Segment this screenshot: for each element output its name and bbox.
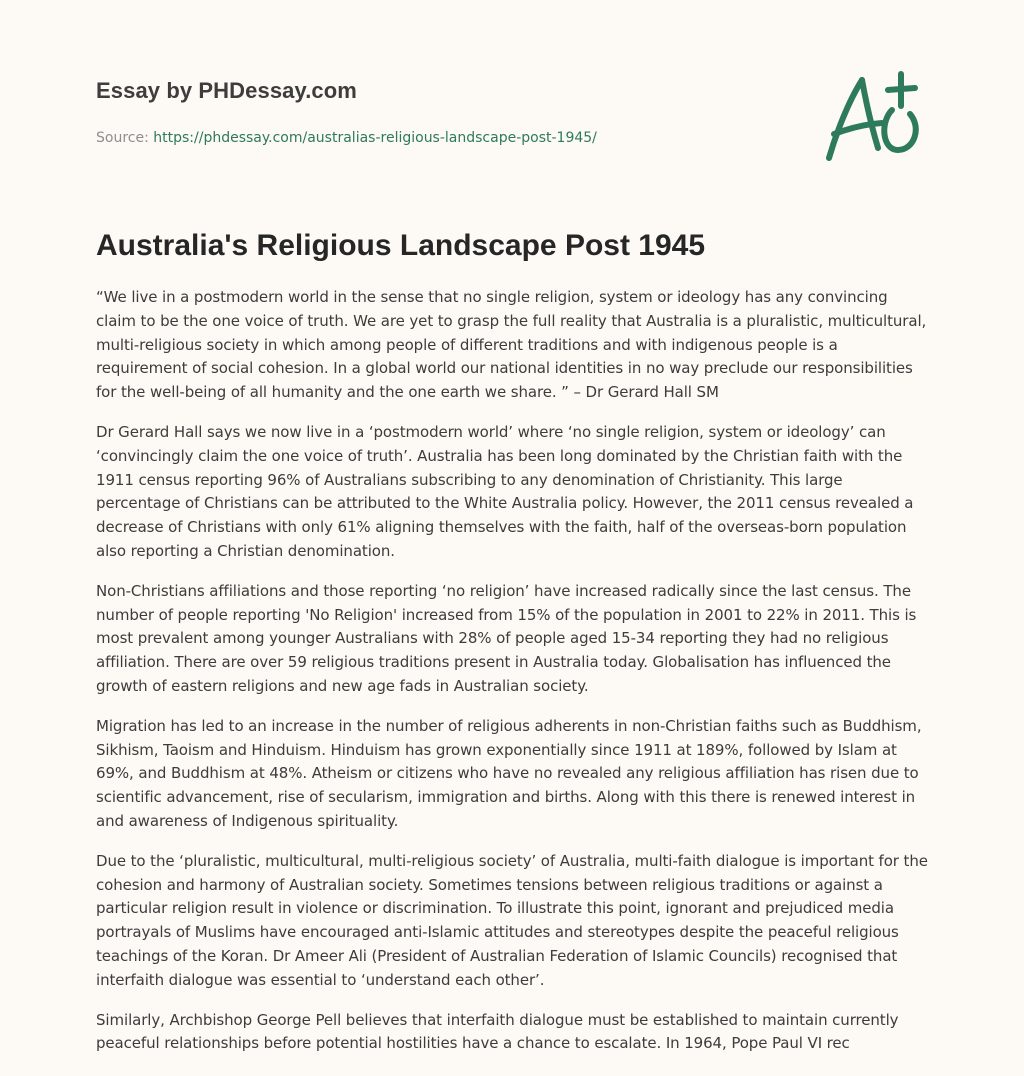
paragraph: Due to the ‘pluralistic, multicultural, multi-religious society’ of Australia, multi-faith dialogue is important for the cohesion and harmony of Australian society. Sometimes tensions between religious traditions or against a particular religion result in violence or discrimination. To illustrate this point, ignorant and prejudiced media portrayals of Muslims have encouraged anti-Islamic attitudes and stereotypes despite the peaceful religious teachings of the Koran. Dr Ameer Ali (President of Australian Federation of Islamic Councils) recognised that interfaith dialogue was essential to ‘understand each other’. [96, 851, 928, 989]
essay-title: Australia's Religious Landscape Post 1945 [96, 229, 706, 262]
logo-svg [818, 68, 928, 168]
essay-header [96, 76, 796, 147]
brand-name: Essay by PHDessay.com [96, 78, 357, 103]
source-label: Source: [96, 130, 149, 146]
source-link[interactable]: https://phdessay.com/australias-religious-landscape-post-1945/ [153, 130, 597, 146]
paragraph: Similarly, Archbishop George Pell believes that interfaith dialogue must be established to maintain currently peaceful relationships before potential hostilities have a chance to escalate. In 1964, Pope Paul VI rec [96, 1010, 899, 1053]
a-plus-logo-icon [818, 68, 928, 168]
paragraph: “We live in a postmodern world in the sense that no single religion, system or ideology has any convincing claim to be the one voice of truth. We are yet to grasp the full reality that Australia is a pluralistic, multicultural, multi-religious society in which among people of different traditions and with indigenous people is a requirement of social cohesion. In a global world our national identities in no way preclude our responsibilities for the well-being of all humanity and the one earth we share. ” – Dr Gerard Hall SM [96, 288, 927, 402]
essay-body [96, 286, 928, 1072]
paragraph: Non-Christians affiliations and those reporting ‘no religion’ have increased radically since the last census. The number of people reporting 'No Religion' increased from 15% of the population in 2001 to 22% in 2011. This is most prevalent among younger Australians with 28% of people aged 15-34 reporting they had no religious affiliation. There are over 59 religious traditions present in Australia today. Globalisation has influenced the growth of eastern religions and new age fads in Australian society. [96, 581, 917, 695]
source-line [96, 129, 796, 147]
paragraph: Migration has led to an increase in the number of religious adherents in non-Christian faiths such as Buddhism, Sikhism, Taoism and Hinduism. Hinduism has grown exponentially since 1911 at 189%, followed by Islam at 69%, and Buddhism at 48%. Atheism or citizens who have no revealed any religious affiliation has risen due to scientific advancement, rise of secularism, immigration and births. Along with this there is renewed interest in and awareness of Indigenous spirituality. [96, 716, 922, 830]
paragraph: Dr Gerard Hall says we now live in a ‘postmodern world’ where ‘no single religion, system or ideology’ can ‘convincingly claim the one voice of truth’. Australia has been long dominated by the Christian faith with the 1911 census reporting 96% of Australians subscribing to any denomination of Christianity. This large percentage of Christians can be attributed to the White Australia policy. However, the 2011 census revealed a decrease of Christians with only 61% aligning themselves with the faith, half of the overseas-born population also reporting a Christian denomination. [96, 422, 914, 560]
